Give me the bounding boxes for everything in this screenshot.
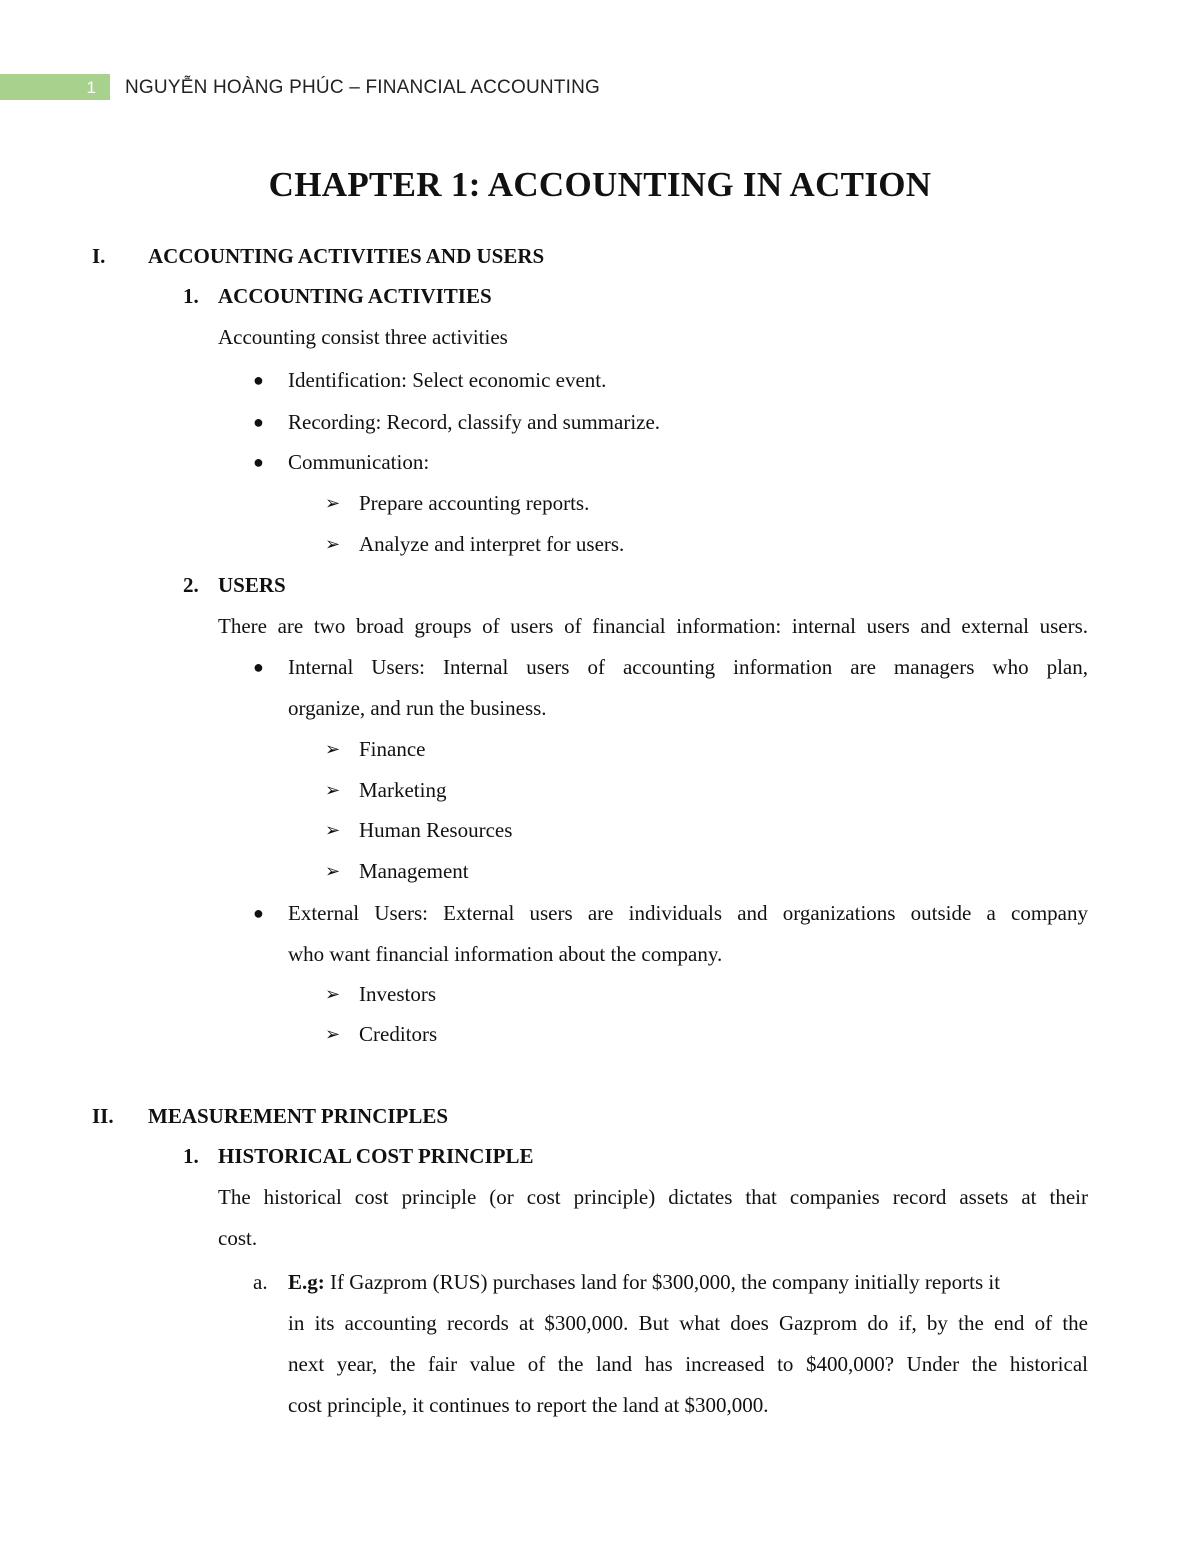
example-line: in its accounting records at $300,000. But what does Gazprom do if, by the end of the (288, 1311, 1088, 1335)
subsection-number: 1. (183, 1144, 199, 1168)
list-subitem: Marketing (359, 778, 447, 802)
paragraph: The historical cost principle (or cost principle) dictates that companies record assets at their (218, 1185, 1088, 1209)
list-item: External Users: External users are individuals and organizations outside a company (288, 901, 1088, 925)
section-heading: ACCOUNTING ACTIVITIES AND USERS (148, 244, 545, 268)
bullet-icon: ● (253, 370, 264, 390)
list-subitem: Investors (359, 982, 436, 1006)
example-label: a. (253, 1270, 268, 1294)
list-subitem: Management (359, 859, 469, 883)
arrow-bullet-icon: ➢ (325, 861, 341, 881)
subsection-heading: USERS (218, 573, 286, 597)
example-line (288, 1268, 1088, 1296)
paragraph: Accounting consist three activities (218, 325, 508, 349)
list-subitem: Prepare accounting reports. (359, 491, 590, 515)
subsection-number: 1. (183, 284, 199, 308)
section-numeral: I. (92, 244, 106, 268)
page-number: 1 (0, 74, 110, 100)
paragraph: There are two broad groups of users of financial information: internal users and external users. (218, 614, 1088, 638)
list-item: Internal Users: Internal users of accounting information are managers who plan, (288, 655, 1088, 679)
bullet-icon: ● (253, 657, 264, 677)
subsection-heading: HISTORICAL COST PRINCIPLE (218, 1144, 534, 1168)
running-title: NGUYỄN HOÀNG PHÚC – FINANCIAL ACCOUNTING (125, 77, 600, 98)
example-line: next year, the fair value of the land has increased to $400,000? Under the historical (288, 1352, 1088, 1376)
section-heading: MEASUREMENT PRINCIPLES (148, 1104, 449, 1128)
subsection-number: 2. (183, 573, 199, 597)
list-subitem: Creditors (359, 1022, 438, 1046)
arrow-bullet-icon: ➢ (325, 780, 341, 800)
arrow-bullet-icon: ➢ (325, 1024, 341, 1044)
chapter-title: CHAPTER 1: ACCOUNTING IN ACTION (268, 165, 932, 204)
bullet-icon: ● (253, 903, 264, 923)
arrow-bullet-icon: ➢ (325, 534, 341, 554)
example-text: If Gazprom (RUS) purchases land for $300,000, the company initially reports it (324, 1270, 1001, 1294)
arrow-bullet-icon: ➢ (325, 984, 341, 1004)
arrow-bullet-icon: ➢ (325, 820, 341, 840)
list-item: Communication: (288, 450, 430, 474)
subsection-heading: ACCOUNTING ACTIVITIES (218, 284, 492, 308)
list-subitem: Human Resources (359, 818, 513, 842)
list-item-continued: organize, and run the business. (288, 696, 547, 720)
list-subitem: Analyze and interpret for users. (359, 532, 625, 556)
list-item: Identification: Select economic event. (288, 368, 607, 392)
list-subitem: Finance (359, 737, 426, 761)
paragraph-continued: cost. (218, 1226, 258, 1250)
list-item: Recording: Record, classify and summarize. (288, 410, 661, 434)
bullet-icon: ● (253, 452, 264, 472)
arrow-bullet-icon: ➢ (325, 493, 341, 513)
arrow-bullet-icon: ➢ (325, 739, 341, 759)
bullet-icon: ● (253, 412, 264, 432)
page-header (0, 74, 700, 102)
example-prefix: E.g: (288, 1270, 325, 1294)
example-line: cost principle, it continues to report the land at $300,000. (288, 1393, 769, 1417)
section-numeral: II. (92, 1104, 114, 1128)
list-item-continued: who want financial information about the company. (288, 942, 723, 966)
